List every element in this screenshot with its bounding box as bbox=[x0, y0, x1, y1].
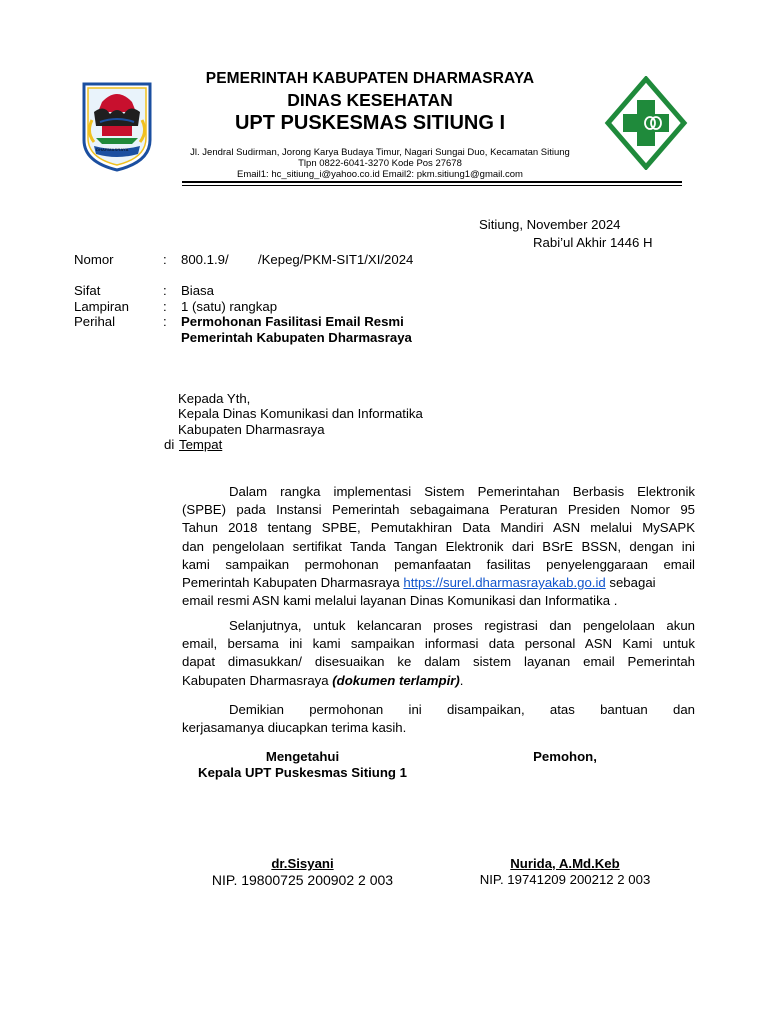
dharmasraya-emblem-logo bbox=[80, 80, 154, 172]
signature-left-nip: NIP. 19800725 200902 2 003 bbox=[211, 872, 394, 888]
body-line: Selanjutnya, untuk kelancaran proses registrasi dan pengelolaan akun bbox=[229, 618, 695, 633]
meta-label-lampiran: Lampiran bbox=[74, 299, 129, 314]
body-paragraph-1 bbox=[182, 483, 695, 610]
body-text: . bbox=[459, 672, 464, 688]
meta-value-sifat: Biasa bbox=[181, 283, 214, 298]
recipient-tempat: Tempat bbox=[179, 437, 223, 452]
body-text: Pemerintah Kabupaten Dharmasraya bbox=[182, 575, 404, 591]
body-line: Tahun 2018 tentang SPBE, Pemutakhiran Data Mandiri ASN melalui MySAPK bbox=[182, 520, 695, 536]
body-paragraph-3 bbox=[182, 701, 695, 737]
meta-sep: : bbox=[163, 299, 167, 314]
signature-right-name: Nurida, A.Md.Keb bbox=[510, 856, 620, 871]
kop-address: Jl. Jendral Sudirman, Jorong Karya Budaya Timur, Nagari Sungai Duo, Kecamatan Sitiung bbox=[190, 147, 570, 158]
kop-government-line: PEMERINTAH KABUPATEN DHARMASRAYA bbox=[205, 70, 535, 87]
signature-left-title: Mengetahui bbox=[265, 749, 340, 764]
kop-divider-thick bbox=[182, 181, 682, 183]
recipient-di: di bbox=[164, 437, 175, 452]
meta-sep: : bbox=[163, 283, 167, 298]
body-line: email resmi ASN kami melalui layanan Dinas Komunikasi dan Informatika . bbox=[182, 593, 618, 609]
body-line bbox=[182, 672, 695, 690]
meta-value-nomor: 800.1.9/ /Kepeg/PKM-SIT1/XI/2024 bbox=[181, 252, 414, 267]
body-line: kami sampaikan permohonan pemanfaatan fasilitas penyelenggaraan email bbox=[182, 556, 695, 572]
body-line: Demikian permohonan ini disampaikan, atas bantuan dan bbox=[229, 702, 695, 717]
meta-sep: : bbox=[163, 314, 167, 329]
body-text: Kabupaten Dharmasraya bbox=[182, 672, 333, 688]
body-line bbox=[182, 574, 695, 592]
body-paragraph-2 bbox=[182, 617, 695, 690]
meta-label-sifat: Sifat bbox=[74, 283, 101, 298]
signature-left-name: dr.Sisyani bbox=[271, 856, 334, 871]
surel-link[interactable]: https://surel.dharmasrayakab.go.id bbox=[403, 575, 606, 591]
body-line: dapat dimasukkan/ disesuaikan ke dalam sistem layanan email Pemerintah bbox=[182, 654, 695, 670]
body-line: dan pengelolaan sertifikat Tanda Tangan Elektronik dari BSrE BSSN, dengan ini bbox=[182, 538, 695, 554]
meta-value-lampiran: 1 (satu) rangkap bbox=[181, 299, 278, 314]
signature-right-nip: NIP. 19741209 200212 2 003 bbox=[479, 872, 651, 887]
meta-value-perihal: Permohonan Fasilitasi Email Resmi bbox=[181, 314, 404, 329]
body-line: kerjasamanya diucapkan terima kasih. bbox=[182, 720, 407, 736]
recipient-greeting: Kepada Yth, bbox=[178, 391, 251, 406]
kop-divider-thin bbox=[182, 185, 682, 186]
kop-institution-title: UPT PUSKESMAS SITIUNG I bbox=[234, 112, 506, 134]
kop-phone: Tlpn 0822-6041-3270 Kode Pos 27678 bbox=[298, 158, 462, 169]
emblem-ribbon-text: DHARMASRAYA bbox=[96, 147, 129, 152]
attachment-note: (dokumen terlampir) bbox=[332, 672, 460, 688]
meta-label-perihal: Perihal bbox=[74, 314, 116, 329]
body-text: sebagai bbox=[605, 575, 656, 591]
kop-agency-line: DINAS KESEHATAN bbox=[287, 90, 453, 110]
puskesmas-cross-logo bbox=[604, 76, 688, 170]
letter-date: Sitiung, November 2024 bbox=[479, 217, 621, 232]
signature-right-title: Pemohon, bbox=[533, 749, 597, 764]
kop-email: Email1: hc_sitiung_i@yahoo.co.id Email2: pkm.sitiung1@gmail.com bbox=[237, 169, 523, 180]
meta-sep: : bbox=[163, 252, 167, 267]
recipient-office: Kepala Dinas Komunikasi dan Informatika bbox=[178, 406, 423, 421]
recipient-region: Kabupaten Dharmasraya bbox=[178, 422, 325, 437]
meta-label-nomor: Nomor bbox=[74, 252, 114, 267]
meta-value-perihal-line2: Pemerintah Kabupaten Dharmasraya bbox=[181, 330, 412, 345]
letter-hijri-date: Rabi’ul Akhir 1446 H bbox=[533, 235, 653, 250]
body-line: Dalam rangka implementasi Sistem Pemerintahan Berbasis Elektronik bbox=[229, 484, 695, 499]
signature-left-position: Kepala UPT Puskesmas Sitiung 1 bbox=[198, 765, 407, 780]
body-line: email, bersama ini kami sampaikan informasi data personal ASN Kami untuk bbox=[182, 636, 695, 652]
body-line: (SPBE) pada Instansi Pemerintah sebagaimana Peraturan Presiden Nomor 95 bbox=[182, 502, 695, 518]
